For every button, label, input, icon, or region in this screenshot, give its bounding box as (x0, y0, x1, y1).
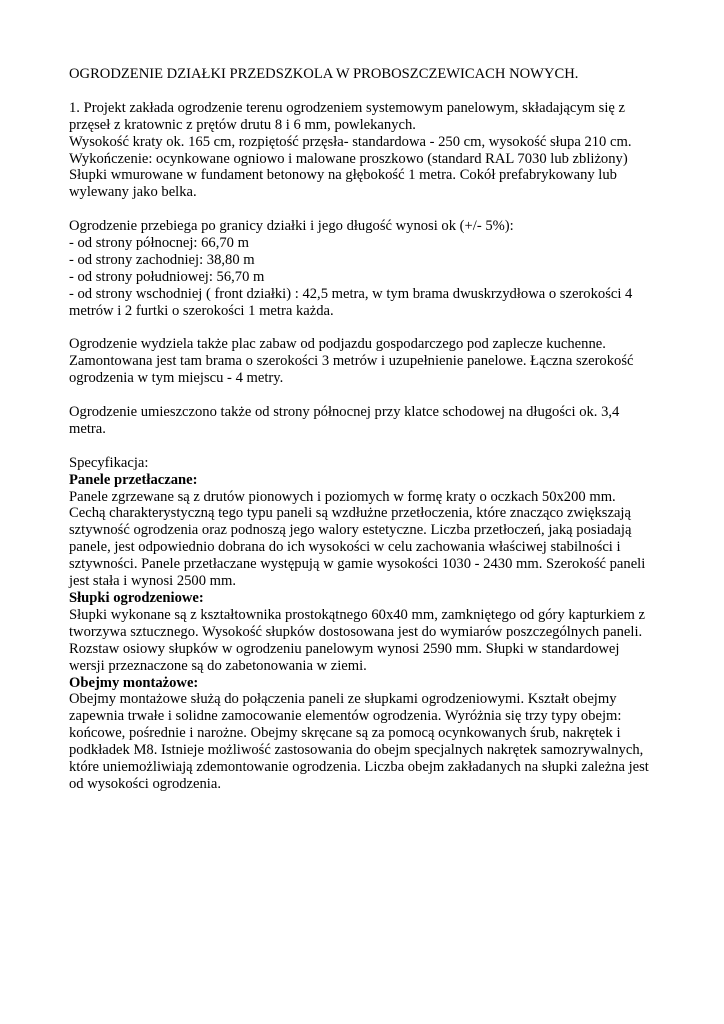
paragraph-spacer (69, 201, 669, 218)
paragraph-line: Wykończenie: ocynkowane ogniowo i malowane proszkowo (standard RAL 7030 lub zbliżony) (69, 150, 628, 167)
paragraph-line: Obejmy montażowe służą do połączenia paneli ze słupkami ogrodzeniowymi. Kształt obejmy (69, 691, 617, 708)
paragraph-line: przęseł z kratownic z prętów drutu 8 i 6 mm, powlekanych. (69, 116, 416, 133)
list-item: - od strony zachodniej: 38,80 m (69, 251, 255, 268)
paragraph-line: ogrodzenia w tym miejscu - 4 metry. (69, 370, 284, 387)
paragraph-spacer (69, 320, 669, 337)
specification-label: Specyfikacja: (69, 454, 149, 471)
paragraph-line: wylewany jako belka. (69, 184, 197, 201)
list-item: - od strony południowej: 56,70 m (69, 268, 265, 285)
paragraph-line: Słupki wmurowane w fundament betonowy na głębokość 1 metra. Cokół prefabrykowany lub (69, 167, 617, 184)
paragraph-line: końcowe, pośrednie i narożne. Obejmy skręcane są za pomocą ocynkowanych śrub, nakrętek i (69, 725, 621, 742)
posts-heading: Słupki ogrodzeniowe: (69, 590, 204, 607)
paragraph-line: Wysokość kraty ok. 165 cm, rozpiętość przęsła- standardowa - 250 cm, wysokość słupa 210 cm. (69, 133, 632, 150)
paragraph-line: Słupki wykonane są z kształtownika prostokątnego 60x40 mm, zamkniętego od góry kapturkiem z (69, 606, 645, 623)
list-item: - od strony północnej: 66,70 m (69, 235, 249, 252)
specification-section (69, 455, 669, 793)
paragraph-line: sztywności. Panele przetłaczane występują w gamie wysokości 1030 - 2430 mm. Szerokość paneli (69, 556, 646, 573)
clamps-heading: Obejmy montażowe: (69, 674, 199, 691)
paragraph-line: jest stała i wynosi 2500 mm. (69, 573, 237, 590)
paragraph-line: Ogrodzenie przebiega po granicy działki i jego długość wynosi ok (+/- 5%): (69, 218, 514, 235)
paragraph-line: sztywność ogrodzenia oraz podnoszą jego walory estetyczne. Liczba przetłoczeń, jaką posiadają (69, 522, 632, 539)
paragraph-line: panele, jest odpowiednio dobrana do ich wysokości w celu zachowania właściwej stabilności i (69, 539, 621, 556)
list-item: - od strony wschodniej ( front działki) : 42,5 metra, w tym brama dwuskrzydłowa o szerokości 4 (69, 285, 633, 302)
paragraph-line: metrów i 2 furtki o szerokości 1 metra każda. (69, 302, 334, 319)
project-description-paragraph (69, 100, 669, 201)
paragraph-line: podkładek M8. Istnieje możliwość zastosowania do obejm specjalnych nakrętek samozrywalnych, (69, 742, 644, 759)
staircase-fence-paragraph (69, 404, 669, 438)
paragraph-line: 1. Projekt zakłada ogrodzenie terenu ogrodzeniem systemowym panelowym, składającym się z (69, 99, 626, 116)
paragraph-line: tworzywa sztucznego. Wysokość słupków dostosowana jest do wymiarów poszczególnych paneli. (69, 623, 643, 640)
paragraph-line: Cechą charakterystyczną tego typu paneli są wzdłużne przetłoczenia, które znacząco zwiększają (69, 505, 631, 522)
paragraph-line: od wysokości ogrodzenia. (69, 775, 221, 792)
fence-lengths-paragraph (69, 218, 669, 319)
paragraph-line: zapewnia trwałe i solidne zamocowanie elementów ogrodzenia. Wyróżnia się trzy typy obejm: (69, 708, 622, 725)
panels-heading: Panele przetłaczane: (69, 471, 198, 488)
paragraph-line: Ogrodzenie wydziela także plac zabaw od podjazdu gospodarczego pod zaplecze kuchenne. (69, 336, 606, 353)
document-page (69, 66, 669, 793)
paragraph-line: Ogrodzenie umieszczono także od strony północnej przy klatce schodowej na długości ok. 3,4 (69, 404, 620, 421)
playground-fence-paragraph (69, 336, 669, 387)
paragraph-line: Zamontowana jest tam brama o szerokości 3 metrów i uzupełnienie panelowe. Łączna szerokość (69, 353, 634, 370)
paragraph-line: Rozstaw osiowy słupków w ogrodzeniu panelowym wynosi 2590 mm. Słupki w standardowej (69, 640, 620, 657)
paragraph-line: Panele zgrzewane są z drutów pionowych i poziomych w formę kraty o oczkach 50x200 mm. (69, 488, 616, 505)
paragraph-spacer (69, 438, 669, 455)
paragraph-spacer (69, 387, 669, 404)
paragraph-line: które uniemożliwiają zdemontowanie ogrodzenia. Liczba obejm zakładanych na słupki zależna jest (69, 759, 649, 776)
document-title: OGRODZENIE DZIAŁKI PRZEDSZKOLA W PROBOSZCZEWICACH NOWYCH. (69, 66, 579, 82)
paragraph-line: wersji przeznaczone są do zabetonowania w ziemi. (69, 657, 367, 674)
paragraph-line: metra. (69, 420, 106, 437)
paragraph-spacer (69, 83, 669, 100)
